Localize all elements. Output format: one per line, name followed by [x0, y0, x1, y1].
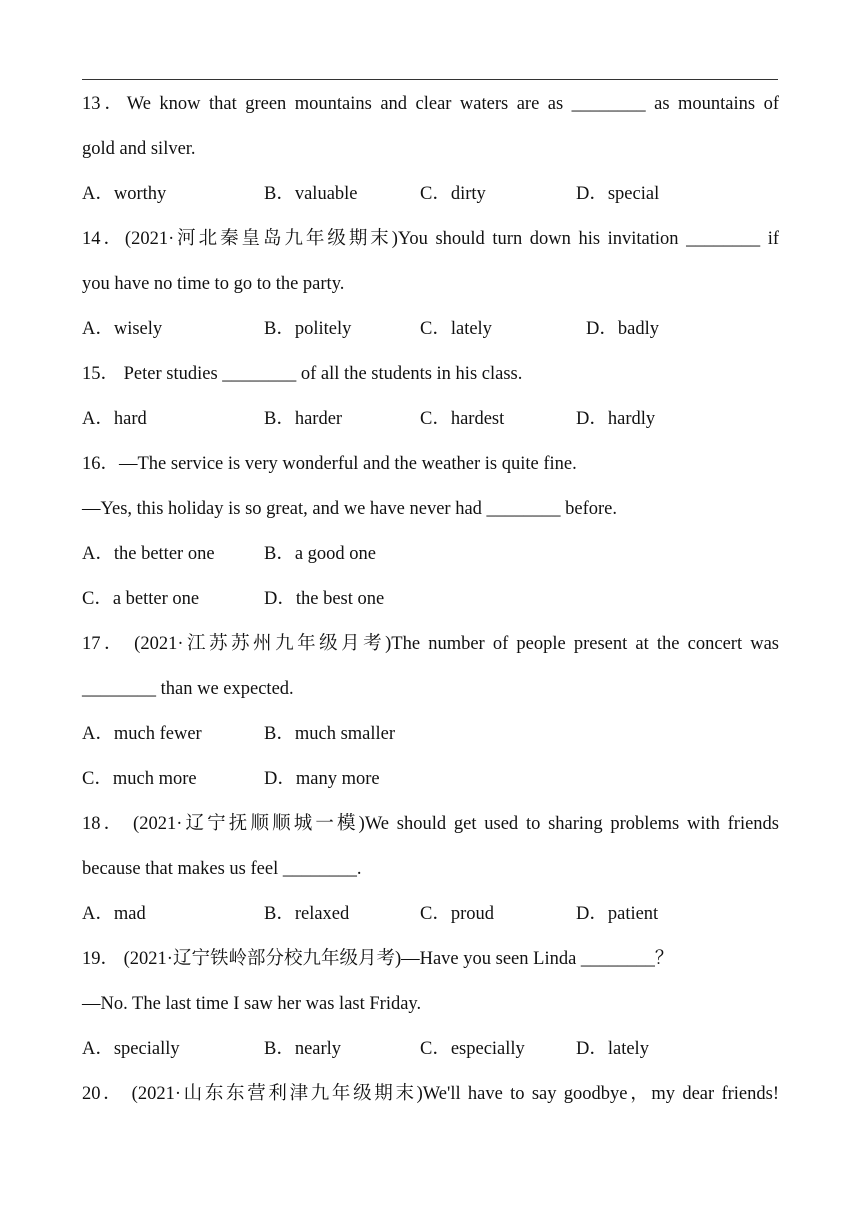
question-18 — [82, 802, 779, 937]
question-15 — [82, 352, 779, 442]
option-b[interactable]: B．politely — [264, 319, 352, 339]
option-d[interactable]: D．badly — [586, 319, 659, 339]
question-list — [82, 82, 779, 1117]
option-d[interactable]: D．hardly — [576, 409, 656, 429]
question-13 — [82, 82, 779, 217]
option-d[interactable]: D．special — [576, 184, 660, 204]
option-a[interactable]: A．specially — [82, 1039, 180, 1059]
header-rule — [82, 79, 778, 80]
question-19 — [82, 937, 779, 1072]
option-a[interactable]: A．worthy — [82, 184, 167, 204]
answer-options — [82, 712, 779, 757]
question-text-line: 19． (2021·辽宁铁岭部分校九年级月考)—Have you seen Linda ________？ — [82, 949, 674, 969]
option-c[interactable]: C．much more — [82, 769, 197, 789]
question-text-line: 14．(2021·河北秦皇岛九年级期末)You should turn down his invitation ________ if — [82, 229, 779, 249]
option-a[interactable]: A．the better one — [82, 544, 215, 564]
answer-options — [82, 1027, 779, 1072]
answer-options — [82, 307, 779, 352]
option-d[interactable]: D．the best one — [264, 589, 385, 609]
option-b[interactable]: B．valuable — [264, 184, 358, 204]
option-b[interactable]: B．harder — [264, 409, 343, 429]
question-14 — [82, 217, 779, 352]
question-text-line: 20． (2021·山东东营利津九年级期末)We'll have to say goodbye，my dear friends! — [82, 1084, 779, 1104]
option-c[interactable]: C．dirty — [420, 184, 486, 204]
answer-options — [82, 757, 779, 802]
question-text-line: ________ than we expected. — [82, 679, 294, 699]
answer-options — [82, 397, 779, 442]
question-text-line: 18． (2021·辽宁抚顺顺城一模)We should get used to sharing problems with friends — [82, 814, 779, 834]
answer-options — [82, 892, 779, 937]
option-c[interactable]: C．hardest — [420, 409, 505, 429]
option-c[interactable]: C．especially — [420, 1039, 525, 1059]
option-b[interactable]: B．relaxed — [264, 904, 350, 924]
option-d[interactable]: D．many more — [264, 769, 380, 789]
option-c[interactable]: C．lately — [420, 319, 492, 339]
option-c[interactable]: C．a better one — [82, 589, 200, 609]
question-text-line: 13．We know that green mountains and clear waters are as ________ as mountains of — [82, 94, 779, 114]
question-text-line: —Yes, this holiday is so great, and we have never had ________ before. — [82, 499, 618, 519]
question-text-line: you have no time to go to the party. — [82, 274, 345, 294]
option-b[interactable]: B．nearly — [264, 1039, 342, 1059]
question-text-line: because that makes us feel ________. — [82, 859, 362, 879]
option-a[interactable]: A．mad — [82, 904, 146, 924]
question-17 — [82, 622, 779, 802]
answer-options — [82, 172, 779, 217]
answer-options — [82, 532, 779, 577]
question-text-line: gold and silver. — [82, 139, 196, 159]
question-text-line: 17． (2021·江苏苏州九年级月考)The number of people present at the concert was — [82, 634, 779, 654]
option-b[interactable]: B．a good one — [264, 544, 377, 564]
answer-options — [82, 577, 779, 622]
question-text-line: 16．—The service is very wonderful and the weather is quite fine. — [82, 454, 577, 474]
option-a[interactable]: A．wisely — [82, 319, 163, 339]
question-text-line: 15． Peter studies ________ of all the students in his class. — [82, 364, 523, 384]
option-a[interactable]: A．much fewer — [82, 724, 202, 744]
option-d[interactable]: D．lately — [576, 1039, 649, 1059]
option-c[interactable]: C．proud — [420, 904, 495, 924]
option-a[interactable]: A．hard — [82, 409, 147, 429]
question-20 — [82, 1072, 779, 1117]
question-text-line: —No. The last time I saw her was last Friday. — [82, 994, 422, 1014]
option-b[interactable]: B．much smaller — [264, 724, 396, 744]
option-d[interactable]: D．patient — [576, 904, 659, 924]
question-16 — [82, 442, 779, 622]
